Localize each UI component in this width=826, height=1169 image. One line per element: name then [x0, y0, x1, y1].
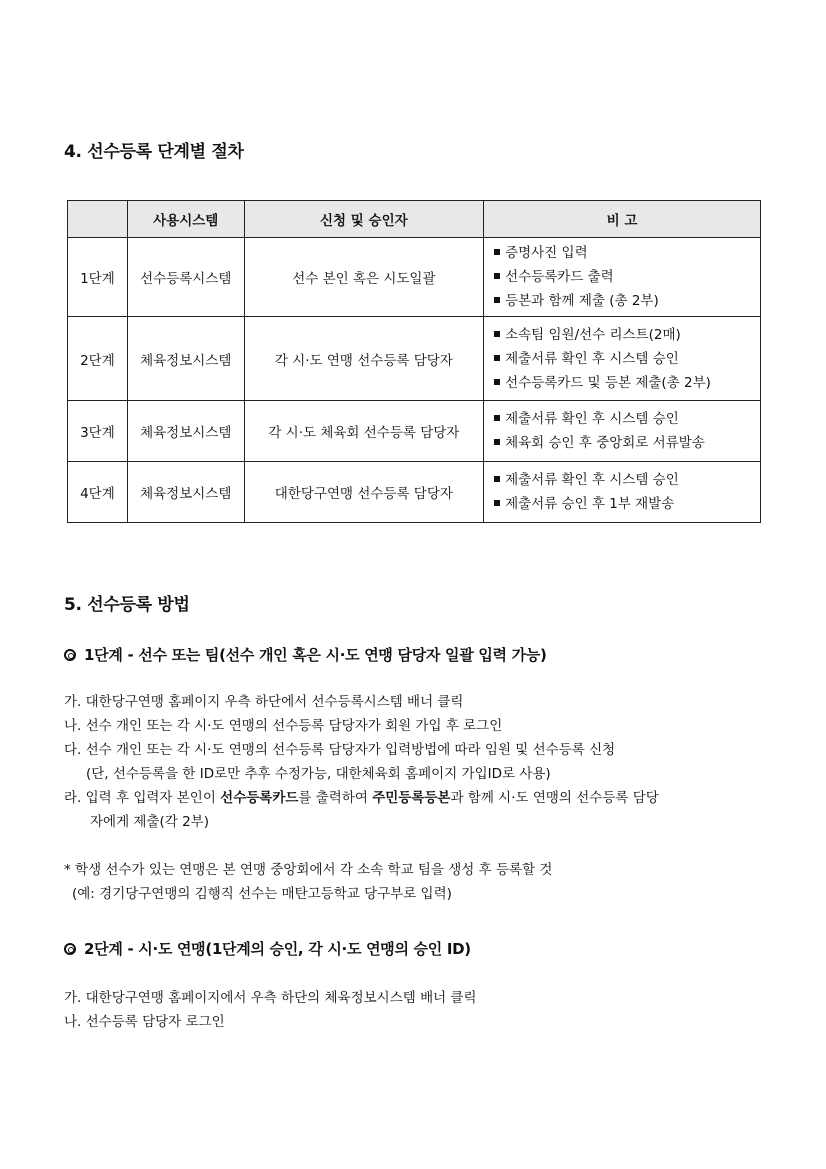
- step-cell: 4단계: [68, 462, 128, 523]
- step-cell: 3단계: [68, 401, 128, 462]
- system-cell: 체육정보시스템: [127, 317, 244, 401]
- approver-cell: 각 시·도 연맹 선수등록 담당자: [244, 317, 483, 401]
- square-bullet-icon: [494, 331, 500, 337]
- double-circle-bullet-icon: [64, 943, 76, 955]
- square-bullet-icon: [494, 439, 500, 445]
- step-cell: 2단계: [68, 317, 128, 401]
- square-bullet-icon: [494, 415, 500, 421]
- approver-cell: 대한당구연맹 선수등록 담당자: [244, 462, 483, 523]
- square-bullet-icon: [494, 297, 500, 303]
- note-item: 제출서류 확인 후 시스템 승인: [494, 468, 752, 492]
- note-item: 소속팀 임원/선수 리스트(2매): [494, 323, 752, 347]
- section-5-title: 5. 선수등록 방법: [64, 595, 190, 615]
- registration-steps-table: [67, 200, 761, 523]
- step1-line-ra-cont: 자에게 제출(각 2부): [90, 814, 209, 830]
- double-circle-bullet-icon: [64, 649, 76, 661]
- step2-line-ga: 가. 대한당구연맹 홈페이지에서 우측 하단의 체육정보시스템 배너 클릭: [64, 990, 477, 1006]
- header-notes: 비 고: [484, 201, 761, 238]
- note-item: 제출서류 확인 후 시스템 승인: [494, 347, 752, 371]
- square-bullet-icon: [494, 500, 500, 506]
- approver-cell: 각 시·도 체육회 선수등록 담당자: [244, 401, 483, 462]
- header-system: 사용시스템: [127, 201, 244, 238]
- step1-line-da-note: (단, 선수등록을 한 ID로만 추후 수정가능, 대한체육회 홈페이지 가입ID로 사용): [86, 766, 551, 782]
- note-item: 증명사진 입력: [494, 241, 752, 265]
- system-cell: 선수등록시스템: [127, 238, 244, 317]
- table-row: [68, 317, 761, 401]
- note-item: 제출서류 승인 후 1부 재발송: [494, 492, 752, 516]
- note-item: 선수등록카드 출력: [494, 265, 752, 289]
- note-item: 선수등록카드 및 등본 제출(총 2부): [494, 371, 752, 395]
- square-bullet-icon: [494, 476, 500, 482]
- step2-line-na: 나. 선수등록 담당자 로그인: [64, 1014, 225, 1030]
- notes-cell: [484, 401, 761, 462]
- header-approver: 신청 및 승인자: [244, 201, 483, 238]
- system-cell: 체육정보시스템: [127, 401, 244, 462]
- table-header-row: [68, 201, 761, 238]
- step1-line-na: 나. 선수 개인 또는 각 시·도 연맹의 선수등록 담당자가 회원 가입 후 로그인: [64, 718, 503, 734]
- header-step: [68, 201, 128, 238]
- square-bullet-icon: [494, 273, 500, 279]
- step2-heading: 2단계 - 시·도 연맹(1단계의 승인, 각 시·도 연맹의 승인 ID): [64, 938, 471, 959]
- step1-heading: 1단계 - 선수 또는 팀(선수 개인 혹은 시·도 연맹 담당자 일괄 입력 가능): [64, 644, 547, 665]
- step1-line-ga: 가. 대한당구연맹 홈페이지 우측 하단에서 선수등록시스템 배너 클릭: [64, 694, 464, 710]
- note-item: 제출서류 확인 후 시스템 승인: [494, 407, 752, 431]
- notes-cell: [484, 238, 761, 317]
- table-row: [68, 238, 761, 317]
- system-cell: 체육정보시스템: [127, 462, 244, 523]
- square-bullet-icon: [494, 355, 500, 361]
- step-cell: 1단계: [68, 238, 128, 317]
- note-item: 체육회 승인 후 중앙회로 서류발송: [494, 431, 752, 455]
- square-bullet-icon: [494, 379, 500, 385]
- step1-line-da: 다. 선수 개인 또는 각 시·도 연맹의 선수등록 담당자가 입력방법에 따라 임원 및 선수등록 신청: [64, 742, 616, 758]
- step1-note-1: * 학생 선수가 있는 연맹은 본 연맹 중앙회에서 각 소속 학교 팀을 생성 후 등록할 것: [64, 862, 553, 878]
- square-bullet-icon: [494, 249, 500, 255]
- notes-cell: [484, 317, 761, 401]
- table-row: [68, 462, 761, 523]
- approver-cell: 선수 본인 혹은 시도일괄: [244, 238, 483, 317]
- section-4-title: 4. 선수등록 단계별 절차: [64, 142, 244, 162]
- table-row: [68, 401, 761, 462]
- note-item: 등본과 함께 제출 (총 2부): [494, 289, 752, 313]
- step1-note-2: (예: 경기당구연맹의 김행직 선수는 매탄고등학교 당구부로 입력): [72, 886, 452, 902]
- notes-cell: [484, 462, 761, 523]
- step1-line-ra: 라. 입력 후 입력자 본인이 선수등록카드를 출력하여 주민등록등본과 함께 시·도 연맹의 선수등록 담당: [64, 790, 659, 806]
